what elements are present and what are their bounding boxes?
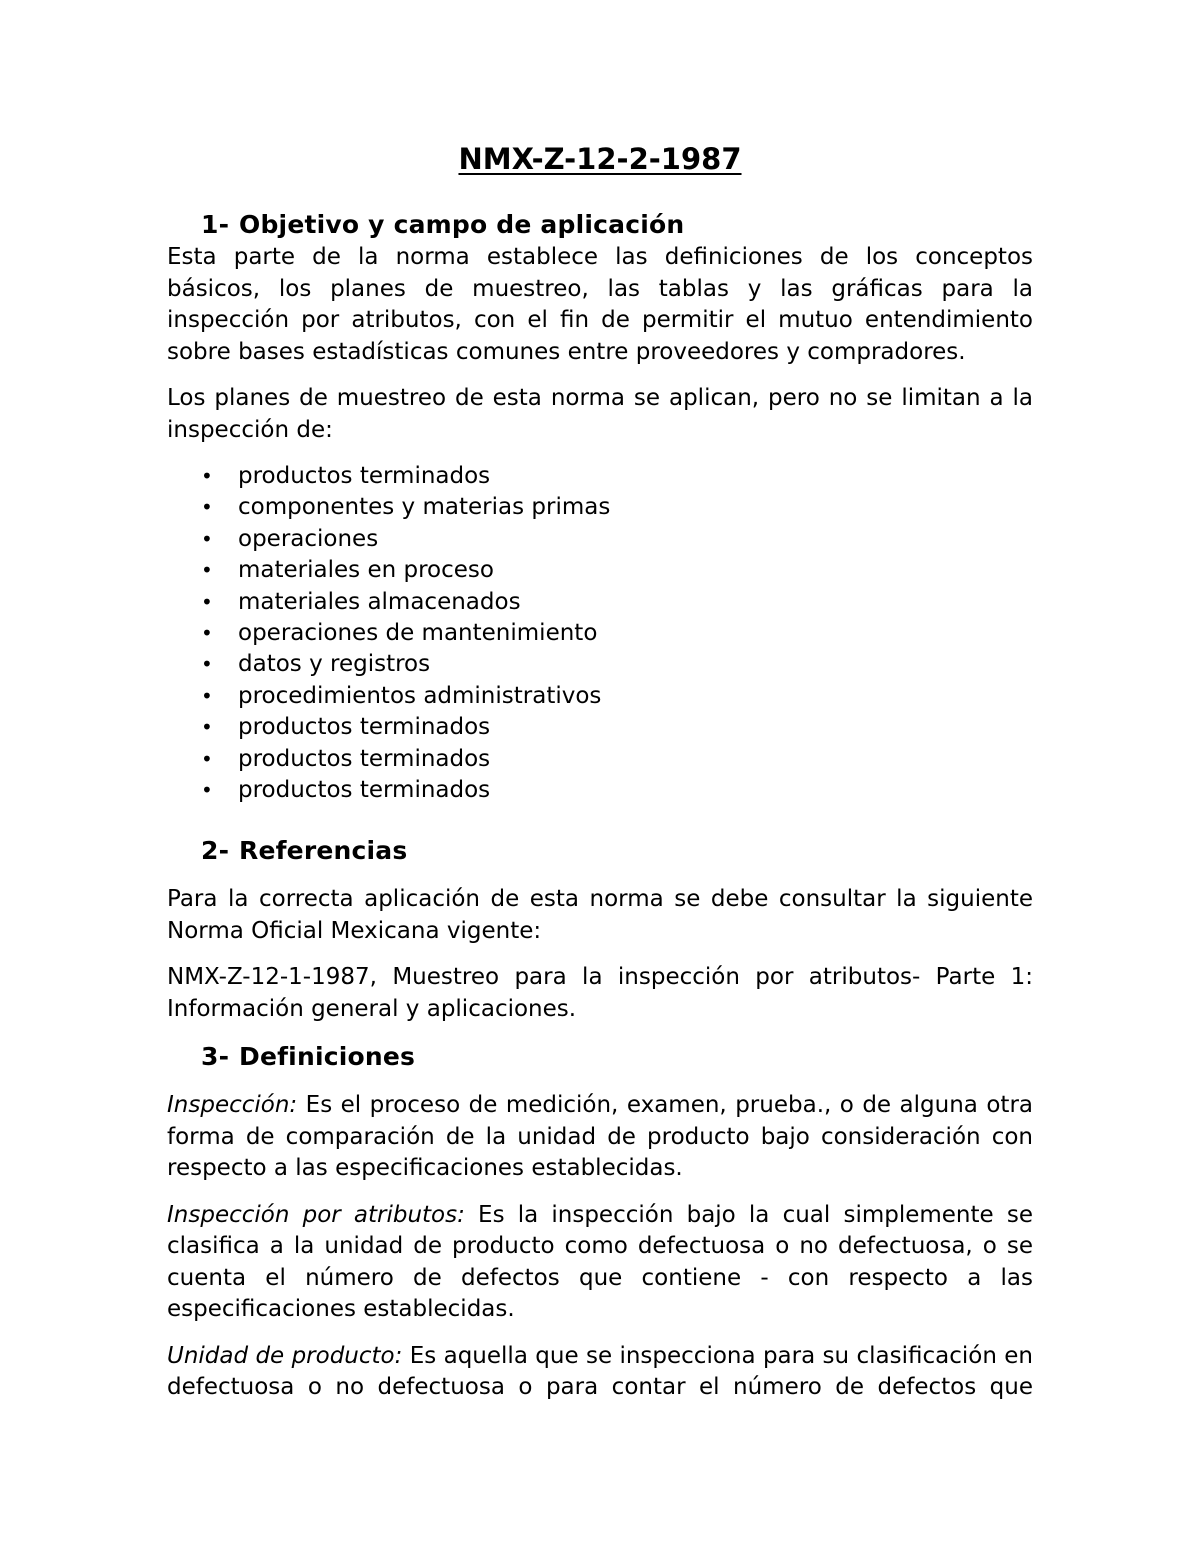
section-number: 3- <box>201 1042 230 1072</box>
list-item: • materiales almacenados <box>167 587 1033 618</box>
section-heading-definiciones <box>167 1040 1033 1074</box>
section-title: Objetivo y campo de aplicación <box>239 210 685 239</box>
section-title: Definiciones <box>239 1042 416 1072</box>
bullet-icon: • <box>201 589 213 614</box>
paragraph-reference-standard: NMX-Z-12-1-1987, Muestreo para la inspección por atributos- Parte 1: Información general y aplicaciones. <box>167 964 1033 1022</box>
definition-inspeccion <box>167 1090 1033 1185</box>
definition-text: Es el proceso de medición, examen, prueba., o de alguna otra forma de comparación de la unidad de producto bajo consideración con respecto a las especificaciones establecidas. <box>167 1092 1033 1182</box>
definition-term: Inspección: <box>167 1092 298 1119</box>
section-title: Referencias <box>239 836 408 866</box>
scope-list <box>167 461 1033 806</box>
bullet-icon: • <box>201 526 213 551</box>
bullet-icon: • <box>201 621 213 646</box>
list-item: • materiales en proceso <box>167 555 1033 586</box>
bullet-icon: • <box>201 715 213 740</box>
definition-inspeccion-atributos <box>167 1200 1033 1326</box>
section-heading-referencias <box>167 834 1033 868</box>
list-item: • operaciones <box>167 524 1033 555</box>
definition-text: Es la inspección bajo la cual simplemente se clasifica a la unidad de producto como defectuosa o no defectuosa, o se cuenta el número de defectos que contiene - con respecto a las especificaciones establecidas. <box>167 1201 1033 1323</box>
list-item: • componentes y materias primas <box>167 492 1033 523</box>
paragraph-scope-applies: Los planes de muestreo de esta norma se aplican, pero no se limitan a la inspección de: <box>167 385 1033 443</box>
section-number: 1- <box>201 210 230 239</box>
paragraph-references-intro: Para la correcta aplicación de esta norma se debe consultar la siguiente Norma Oficial Mexicana vigente: <box>167 886 1033 944</box>
section-heading-objetivo <box>167 208 1033 242</box>
paragraph-scope-intro: Esta parte de la norma establece las definiciones de los conceptos básicos, los planes de muestreo, las tablas y las gráficas para la inspección por atributos, con el fin de permitir el mutuo entendimiento sobre bases estadísticas comunes entre proveedores y compradores. <box>167 244 1033 365</box>
bullet-icon: • <box>201 746 213 771</box>
definition-term: Unidad de producto: <box>167 1342 403 1369</box>
definition-unidad-producto <box>167 1341 1033 1404</box>
document-page <box>167 138 1033 1419</box>
list-item: • datos y registros <box>167 649 1033 680</box>
bullet-icon: • <box>201 778 213 803</box>
definition-term: Inspección por atributos: <box>167 1201 465 1228</box>
bullet-icon: • <box>201 652 213 677</box>
section-number: 2- <box>201 836 230 866</box>
bullet-icon: • <box>201 464 213 488</box>
list-item: • productos terminados <box>167 744 1033 775</box>
document-title: NMX-Z-12-2-1987 <box>458 142 742 176</box>
bullet-icon: • <box>201 558 213 583</box>
bullet-icon: • <box>201 683 213 708</box>
list-item: • productos terminados <box>167 712 1033 743</box>
definition-text: Es aquella que se inspecciona para su clasificación en defectuosa o no defectuosa o para contar el número de defectos que <box>167 1342 1033 1401</box>
list-item: • productos terminados <box>167 461 1033 492</box>
list-item: • procedimientos administrativos <box>167 681 1033 712</box>
list-item: • productos terminados <box>167 775 1033 806</box>
bullet-icon: • <box>201 495 213 520</box>
list-item: • operaciones de mantenimiento <box>167 618 1033 649</box>
